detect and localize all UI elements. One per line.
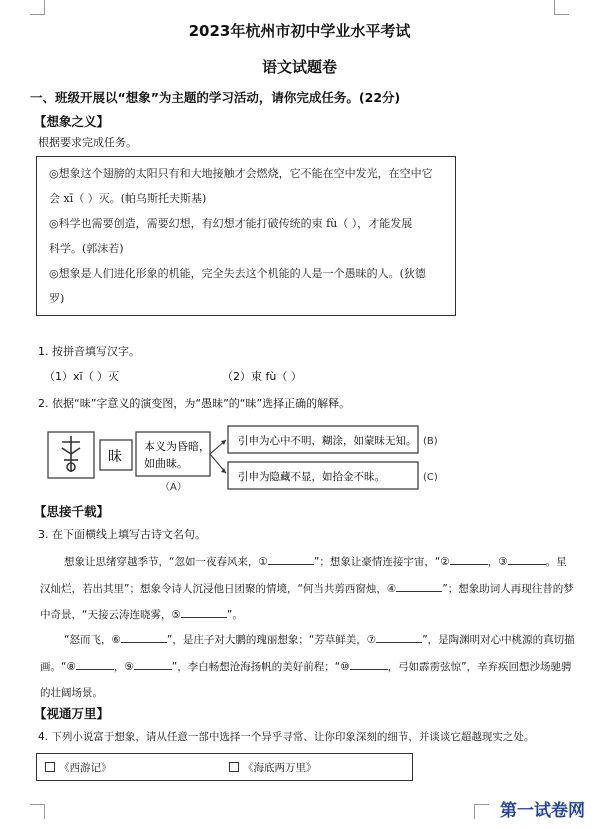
quote-line: ◎科学也需要创造，需要幻想，有幻想才能打破传统的束 fù（ ），才能发展 [49, 217, 413, 230]
watermark-logo: 第一试卷网 [500, 801, 585, 821]
branch-c-text: 引申为隐藏不显，如拾金不昧。 [238, 471, 385, 483]
exam-title: 2023年杭州市初中学业水平考试 [188, 22, 411, 40]
corner-mark [30, 804, 45, 819]
question-4-prompt: 4. 下列小说富于想象，请从任意一部中选择一个异乎寻常、让你印象深刻的细节，并谈谈它超越现实之处。 [38, 731, 535, 743]
question-3-paragraph-2: “怒而飞，⑥ ”，是庄子对大鹏的瑰丽想象；“芳草鲜美，⑦ ”，是陶渊明对心中桃源的真切描画。“⑧ ，⑨ ”，李白畅想沧海扬帆的美好前程；“⑩ ，弓如霹雳弦惊”，辛弃疾回想沙场驰骋的壮阔场景。 [40, 627, 575, 707]
corner-mark [554, 0, 569, 15]
part-title-thoughts: 【思接千载】 [34, 504, 110, 519]
option-twenty-thousand-leagues[interactable]: 《海底两万里》 [229, 760, 317, 775]
answer-blank-6[interactable] [121, 630, 167, 643]
answer-blank-10[interactable] [350, 657, 388, 670]
section-heading: 一、班级开展以“想象”为主题的学习活动，请你完成任务。(22分) [30, 90, 401, 105]
label-b: (B) [423, 436, 438, 447]
answer-blank-4[interactable] [396, 579, 442, 592]
branch-b-text: 引申为心中不明，糊涂，如蒙昧无知。 [238, 435, 417, 447]
option-xiyouji[interactable]: 《西游记》 [45, 760, 112, 775]
corner-mark [474, 804, 489, 819]
checkbox-icon[interactable] [229, 762, 239, 772]
exam-subtitle: 语文试题卷 [261, 58, 337, 76]
question-3-paragraph-1: 想象让思绪穿越季节，“忽如一夜春风来，① ”；想象让豪情连接宇宙，“② ，③ 。星汉灿烂，若出其里”；想象令诗人沉浸他日团聚的情境，“何当共剪西窗烛，④ ”；想象助词人再现往昔的梦中奇景，“天接云涛连晓雾，⑤ ”。 [40, 549, 575, 629]
question-3-prompt: 3. 在下面横线上填写古诗文名句。 [38, 528, 206, 541]
answer-blank-1[interactable] [268, 552, 314, 565]
label-a: （A） [160, 482, 187, 493]
ancient-glyph-icon [62, 436, 80, 472]
meaning-evolution-diagram [40, 420, 470, 495]
answer-blank-8[interactable] [76, 657, 114, 670]
quote-line: 罗) [49, 292, 65, 305]
label-c: (C) [423, 472, 438, 483]
part-title-imagination: 【想象之义】 [34, 114, 110, 129]
instruction-text: 根据要求完成任务。 [38, 136, 137, 149]
char-mei: 昧 [108, 449, 122, 465]
quote-line: ◎想象这个翅膀的太阳只有和大地接触才会燃烧，它不能在空中发光，在空中它 [49, 167, 433, 180]
quotes-box [36, 156, 456, 316]
question-1-item-1: （1）xī（ ）灭 [44, 370, 120, 383]
answer-blank-7[interactable] [376, 630, 422, 643]
quote-line: ◎想象是人们进化形象的机能，完全失去这个机能的人是一个愚昧的人。(狄德 [49, 267, 426, 280]
quote-line: 会 xī（ ）灭。(帕乌斯托夫斯基) [49, 192, 207, 205]
origin-line-2: 如曲昧。 [144, 457, 188, 470]
checkbox-icon[interactable] [45, 762, 55, 772]
answer-blank-2[interactable] [450, 552, 488, 565]
answer-blank-5[interactable] [181, 605, 227, 618]
novel-options-box [36, 753, 413, 781]
question-2-prompt: 2. 依据“昧”字意义的演变图，为“愚昧”的“昧”选择正确的解释。 [38, 397, 351, 410]
origin-line-1: 本义为昏暗， [144, 440, 210, 453]
part-title-vision: 【视通万里】 [34, 706, 110, 721]
question-1-item-2: （2）束 fù（ ） [222, 370, 302, 383]
quote-line: 科学。(郭沫若) [49, 242, 124, 255]
question-1-prompt: 1. 按拼音填写汉字。 [38, 345, 140, 358]
corner-mark [30, 0, 45, 15]
answer-blank-3[interactable] [508, 552, 546, 565]
answer-blank-9[interactable] [134, 657, 172, 670]
